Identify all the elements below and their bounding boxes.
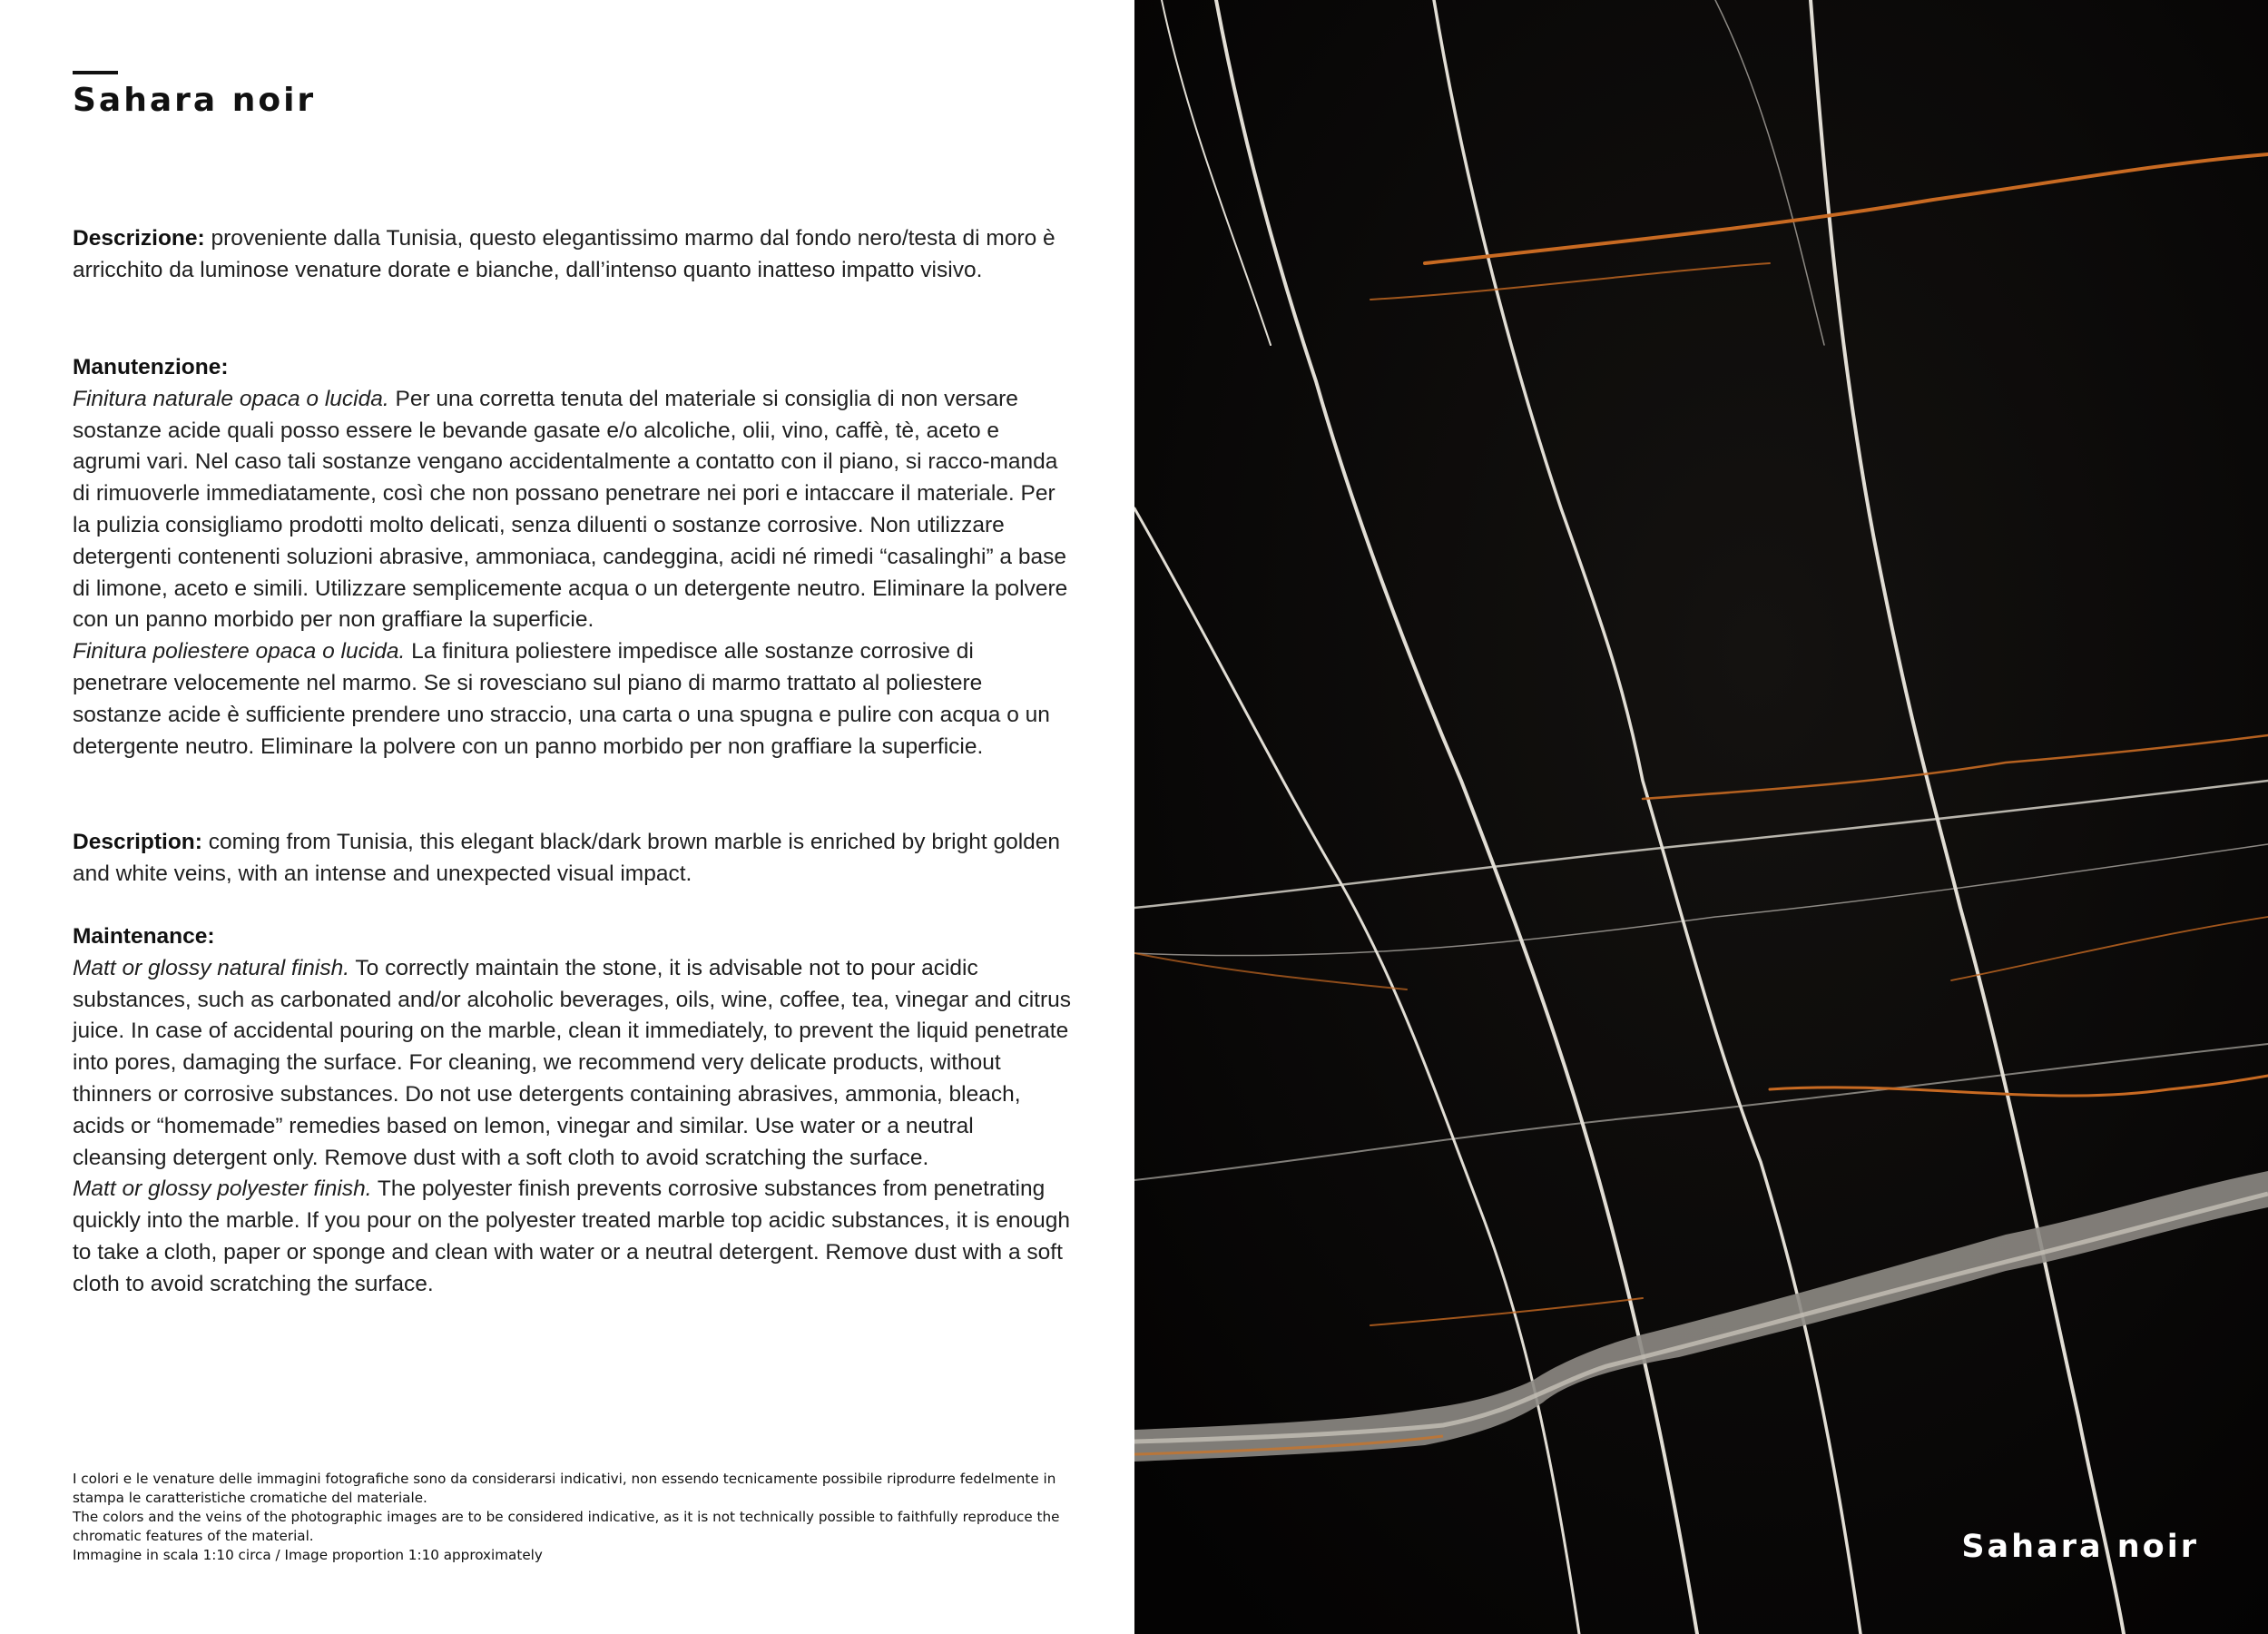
- natural-finish-text-en: To correctly maintain the stone, it is advisable not to pour acidic substances, such as carbonated and/or alcoholic beverages, oils, wine, coffee, tea, vinegar and citrus juice. In case of accidental pouring on the marble, clean it immediately, to prevent the liquid penetrate into pores, damaging the surface. For cleaning, we recommend very delicate products, without thinners or corrosive substances. Do not use detergents containing abrasives, ammonia, bleach, acids or “homemade” remedies based on lemon, vinegar and similar. Use water or a neutral cleansing detergent only. Remove dust with a soft cloth to avoid scratching the surface.: [73, 955, 1071, 1170]
- description-english: [73, 827, 1071, 891]
- title-rule: [73, 71, 118, 74]
- footnote-italian: I colori e le venature delle immagini fotografiche sono da considerarsi indicativi, non essendo tecnicamente possibile riprodurre fedelmente in stampa le caratteristiche cromatiche del materiale.: [73, 1471, 1056, 1506]
- natural-finish-label-en: Matt or glossy natural finish.: [73, 955, 350, 980]
- natural-finish-text-it: Per una corretta tenuta del materiale si consiglia di non versare sostanze acide quali posso essere le bevande gasate e/o alcoliche, olii, vino, caffè, tè, aceto e agrumi vari. Nel caso tali sostanze vengano accidentalmente a contatto con il piano, si racco-manda di rimuoverle immediatamente, così che non possano penetrare nei pori e intaccare il materiale. Per la pulizia consigliamo prodotti molto delicati, senza diluenti o sostanze corrosive. Non utilizzare detergenti contenenti soluzioni abrasive, ammoniaca, candeggina, acidi né rimedi “casalinghi” a base di limone, aceto e simili. Utilizzare semplicemente acqua o un detergente neutro. Eliminare la polvere con un panno morbido per non graffiare la superficie.: [73, 386, 1068, 633]
- description-text-en: coming from Tunisia, this elegant black/dark brown marble is enriched by bright golden and white veins, with an intense and unexpected visual impact.: [73, 830, 1061, 886]
- footnote-english: The colors and the veins of the photographic images are to be considered indicative, as it is not technically possible to faithfully reproduce the chromatic features of the material.: [73, 1509, 1060, 1544]
- maintenance-label-en: Maintenance:: [73, 924, 215, 949]
- maintenance-english: [73, 921, 1071, 1301]
- natural-finish-label-it: Finitura naturale opaca o lucida.: [73, 386, 389, 411]
- description-label-it: Descrizione:: [73, 226, 205, 251]
- description-italian: [73, 223, 1071, 287]
- natural-finish-paragraph-it: [73, 384, 1071, 636]
- polyester-finish-paragraph-it: [73, 636, 1071, 763]
- polyester-finish-label-it: Finitura poliestere opaca o lucida.: [73, 639, 406, 664]
- marble-texture-graphic: [1134, 0, 2268, 1634]
- polyester-finish-text-en: The polyester finish prevents corrosive substances from penetrating quickly into the marble. If you pour on the polyester treated marble top acidic substances, it is enough to take a cloth, paper or sponge and clean with water or a neutral detergent. Remove dust with a soft cloth to avoid scratching the surface.: [73, 1176, 1071, 1296]
- description-text-it: proveniente dalla Tunisia, questo elegantissimo marmo dal fondo nero/testa di moro è arricchito da luminose venature dorate e bianche, dall’intenso quanto inatteso impatto visivo.: [73, 226, 1055, 282]
- marble-image: [1134, 0, 2268, 1634]
- polyester-finish-paragraph-en: [73, 1174, 1071, 1300]
- maintenance-italian: [73, 352, 1071, 763]
- page-title: Sahara noir: [73, 82, 317, 119]
- disclaimer-footnote: [73, 1470, 1089, 1565]
- natural-finish-paragraph-en: [73, 953, 1071, 1175]
- footnote-scale: Immagine in scala 1:10 circa / Image proportion 1:10 approximately: [73, 1547, 543, 1563]
- description-label-en: Description:: [73, 830, 202, 854]
- image-caption: Sahara noir: [1961, 1529, 2199, 1565]
- polyester-finish-label-en: Matt or glossy polyester finish.: [73, 1176, 372, 1202]
- maintenance-label-it: Manutenzione:: [73, 355, 229, 379]
- polyester-finish-text-it: La finitura poliestere impedisce alle sostanze corrosive di penetrare velocemente nel marmo. Se si rovesciano sul piano di marmo trattato al poliestere sostanze acide è sufficiente prendere uno straccio, una carta o una spugna e pulire con acqua o un detergente neutro. Eliminare la polvere con un panno morbido per non graffiare la superficie.: [73, 639, 1050, 759]
